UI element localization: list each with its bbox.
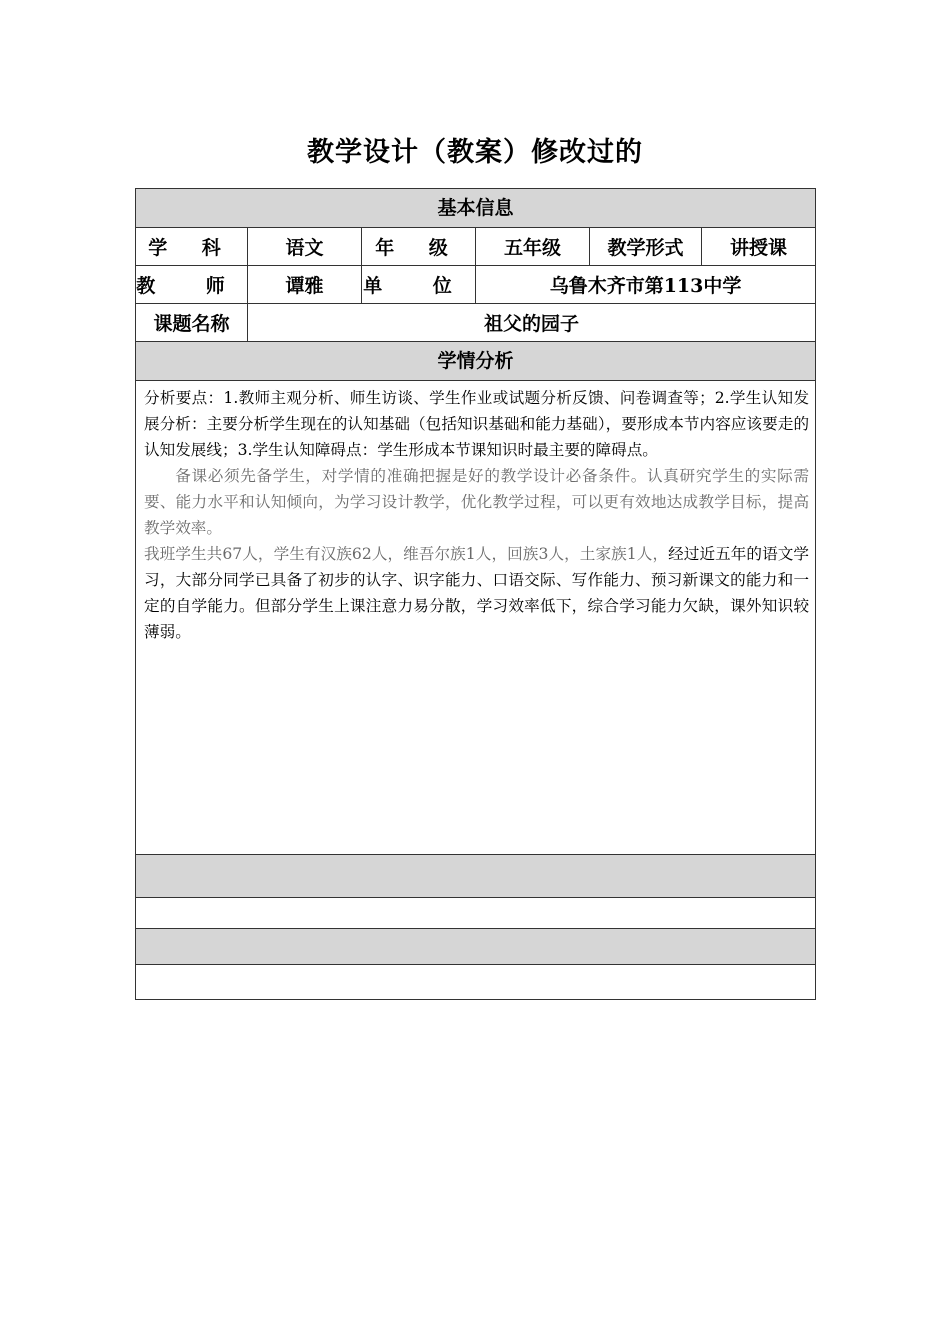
class-intro: 我班学生共67人，学生有汉族62人，维吾尔族1人，回族3人，土家族1人， — [144, 545, 669, 563]
analysis-header-row — [136, 342, 816, 381]
prep-paragraph: 备课必须先备学生，对学情的准确把握是好的教学设计必备条件。认真研究学生的实际需要、能力水平和认知倾向，为学习设计教学，优化教学过程，可以更有效地达成教学目标，提高教学效率。 — [144, 467, 810, 537]
teacher-value: 谭雅 — [248, 266, 362, 304]
basic-info-header-row — [136, 189, 816, 228]
teaching-form-value: 讲授课 — [702, 228, 816, 266]
basic-info-header: 基本信息 — [136, 189, 816, 228]
analysis-points: 分析要点：1.教师主观分析、师生访谈、学生作业或试题分析反馈、问卷调查等；2.学生认知发展分析：主要分析学生现在的认知基础（包括知识基础和能力基础），要形成本节内容应该要走的认知发展线；3.学生认知障碍点：学生形成本节课知识时最主要的障碍点。 — [144, 389, 810, 459]
topic-value: 祖父的园子 — [248, 304, 816, 342]
lesson-plan-table — [135, 188, 816, 1000]
teacher-label: 教 师 — [136, 266, 248, 304]
empty-section-body-2 — [136, 965, 816, 1000]
subject-row — [136, 228, 816, 266]
grade-label: 年 级 — [362, 228, 476, 266]
subject-label: 学 科 — [136, 228, 248, 266]
class-detail: 经过近五年的语文学习，大部分同学已具备了初步的认字、识字能力、口语交际、写作能力、预习新课文的能力和一定的自学能力。但部分学生上课注意力易分散，学习效率低下，综合学习能力欠缺，课外知识较薄弱。 — [144, 545, 810, 641]
empty-section-body-1 — [136, 898, 816, 929]
teacher-row — [136, 266, 816, 304]
analysis-body-row — [136, 381, 816, 855]
unit-label: 单 位 — [362, 266, 476, 304]
class-paragraph — [144, 541, 809, 645]
unit-value: 乌鲁木齐市第113中学 — [476, 266, 816, 304]
page-title: 教学设计（教案）修改过的 — [307, 137, 643, 168]
empty-section-header-1 — [136, 855, 816, 898]
topic-row — [136, 304, 816, 342]
teaching-form-label: 教学形式 — [590, 228, 702, 266]
empty-section-header-2 — [136, 929, 816, 965]
analysis-header: 学情分析 — [136, 342, 816, 381]
subject-value: 语文 — [248, 228, 362, 266]
topic-label: 课题名称 — [136, 304, 248, 342]
analysis-body — [136, 381, 816, 855]
grade-value: 五年级 — [476, 228, 590, 266]
